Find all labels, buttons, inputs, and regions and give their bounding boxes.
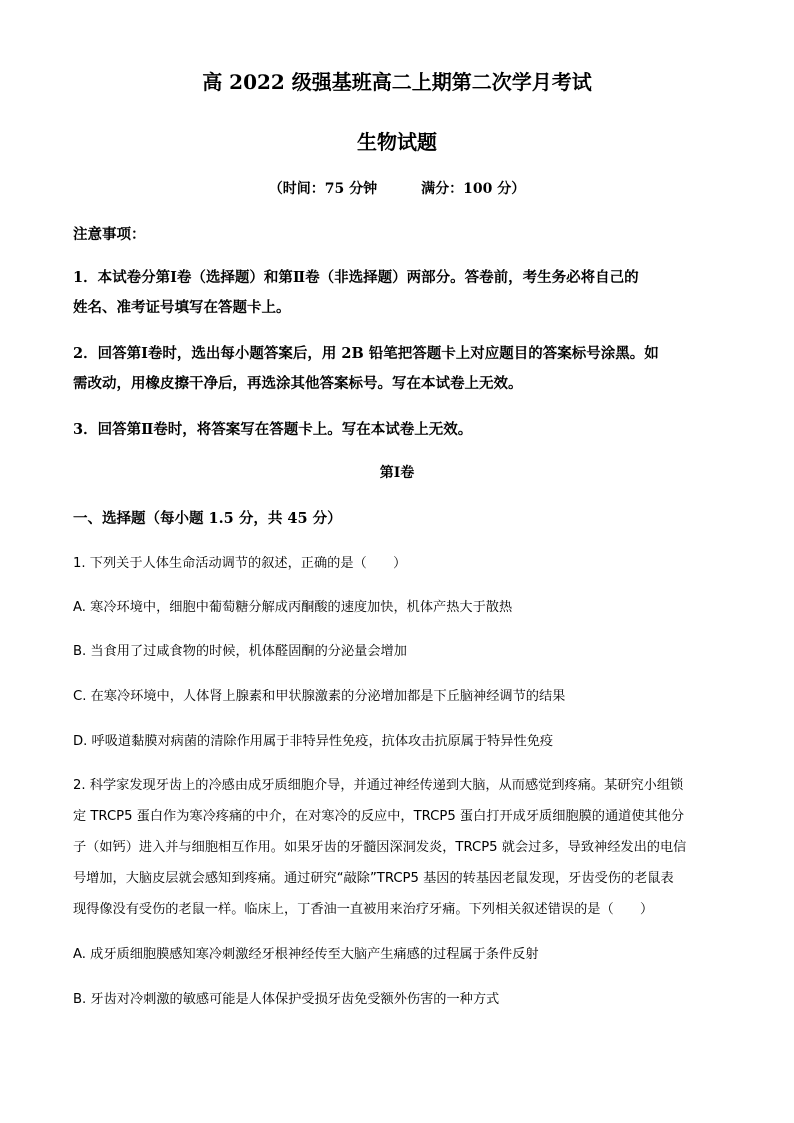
question-1-option-a: A. 寒冷环境中，细胞中葡萄糖分解成丙酮酸的速度加快，机体产热大于散热: [73, 600, 513, 615]
exam-meta: [0, 178, 794, 198]
question-2-stem-line-1: 2. 科学家发现牙齿上的冷感由成牙质细胞介导，并通过神经传递到大脑，从而感觉到疼痛。某研究小组锁: [73, 778, 684, 793]
section-heading: 一、选择题（每小题 1.5 分，共 45 分）: [73, 510, 342, 527]
notice-item-2-line-2: 需改动，用橡皮擦干净后，再选涂其他答案标号。写在本试卷上无效。: [73, 375, 523, 392]
question-1-stem: 1. 下列关于人体生命活动调节的叙述，正确的是（ ）: [73, 556, 407, 571]
notice-item-2-line-1: 2．回答第Ⅰ卷时，选出每小题答案后，用 2B 铅笔把答题卡上对应题目的答案标号涂黑。如: [73, 345, 659, 362]
notice-item-1-line-1: 1．本试卷分第Ⅰ卷（选择题）和第Ⅱ卷（非选择题）两部分。答卷前，考生务必将自己的: [73, 269, 639, 286]
notice-heading: 注意事项：: [73, 226, 146, 243]
question-2-stem-line-2: 定 TRCP5 蛋白作为寒冷疼痛的中介，在对寒冷的反应中，TRCP5 蛋白打开成牙质细胞膜的通道使其他分: [73, 809, 685, 824]
question-2-stem-line-4: 号增加，大脑皮层就会感知到疼痛。通过研究“敲除”TRCP5 基因的转基因老鼠发现，牙齿受伤的老鼠表: [73, 871, 674, 886]
exam-score: 满分：100 分）: [421, 181, 526, 197]
question-2-option-a: A. 成牙质细胞膜感知寒冷刺激经牙根神经传至大脑产生痛感的过程属于条件反射: [73, 947, 539, 962]
question-1-option-b: B. 当食用了过咸食物的时候，机体醛固酮的分泌量会增加: [73, 644, 407, 659]
question-2-option-b: B. 牙齿对冷刺激的敏感可能是人体保护受损牙齿免受额外伤害的一种方式: [73, 992, 500, 1007]
question-2-stem-line-3: 子（如钙）进入并与细胞相互作用。如果牙齿的牙髓因深洞发炎，TRCP5 就会过多，导致神经发出的电信: [73, 840, 687, 855]
question-1-option-d: D. 呼吸道黏膜对病菌的清除作用属于非特异性免疫，抗体攻击抗原属于特异性免疫: [73, 734, 554, 749]
exam-time: （时间：75 分钟: [268, 181, 378, 197]
notice-item-1-line-2: 姓名、准考证号填写在答题卡上。: [73, 299, 291, 316]
exam-title: 高 2022 级强基班高二上期第二次学月考试: [202, 70, 592, 94]
exam-subject: 生物试题: [357, 130, 437, 154]
question-2-stem-line-5: 现得像没有受伤的老鼠一样。临床上，丁香油一直被用来治疗牙痛。下列相关叙述错误的是（ ）: [73, 902, 654, 917]
volume-heading: 第Ⅰ卷: [379, 465, 415, 481]
question-1-option-c: C. 在寒冷环境中，人体肾上腺素和甲状腺激素的分泌增加都是下丘脑神经调节的结果: [73, 689, 566, 704]
notice-item-3: 3．回答第Ⅱ卷时，将答案写在答题卡上。写在本试卷上无效。: [73, 421, 473, 438]
